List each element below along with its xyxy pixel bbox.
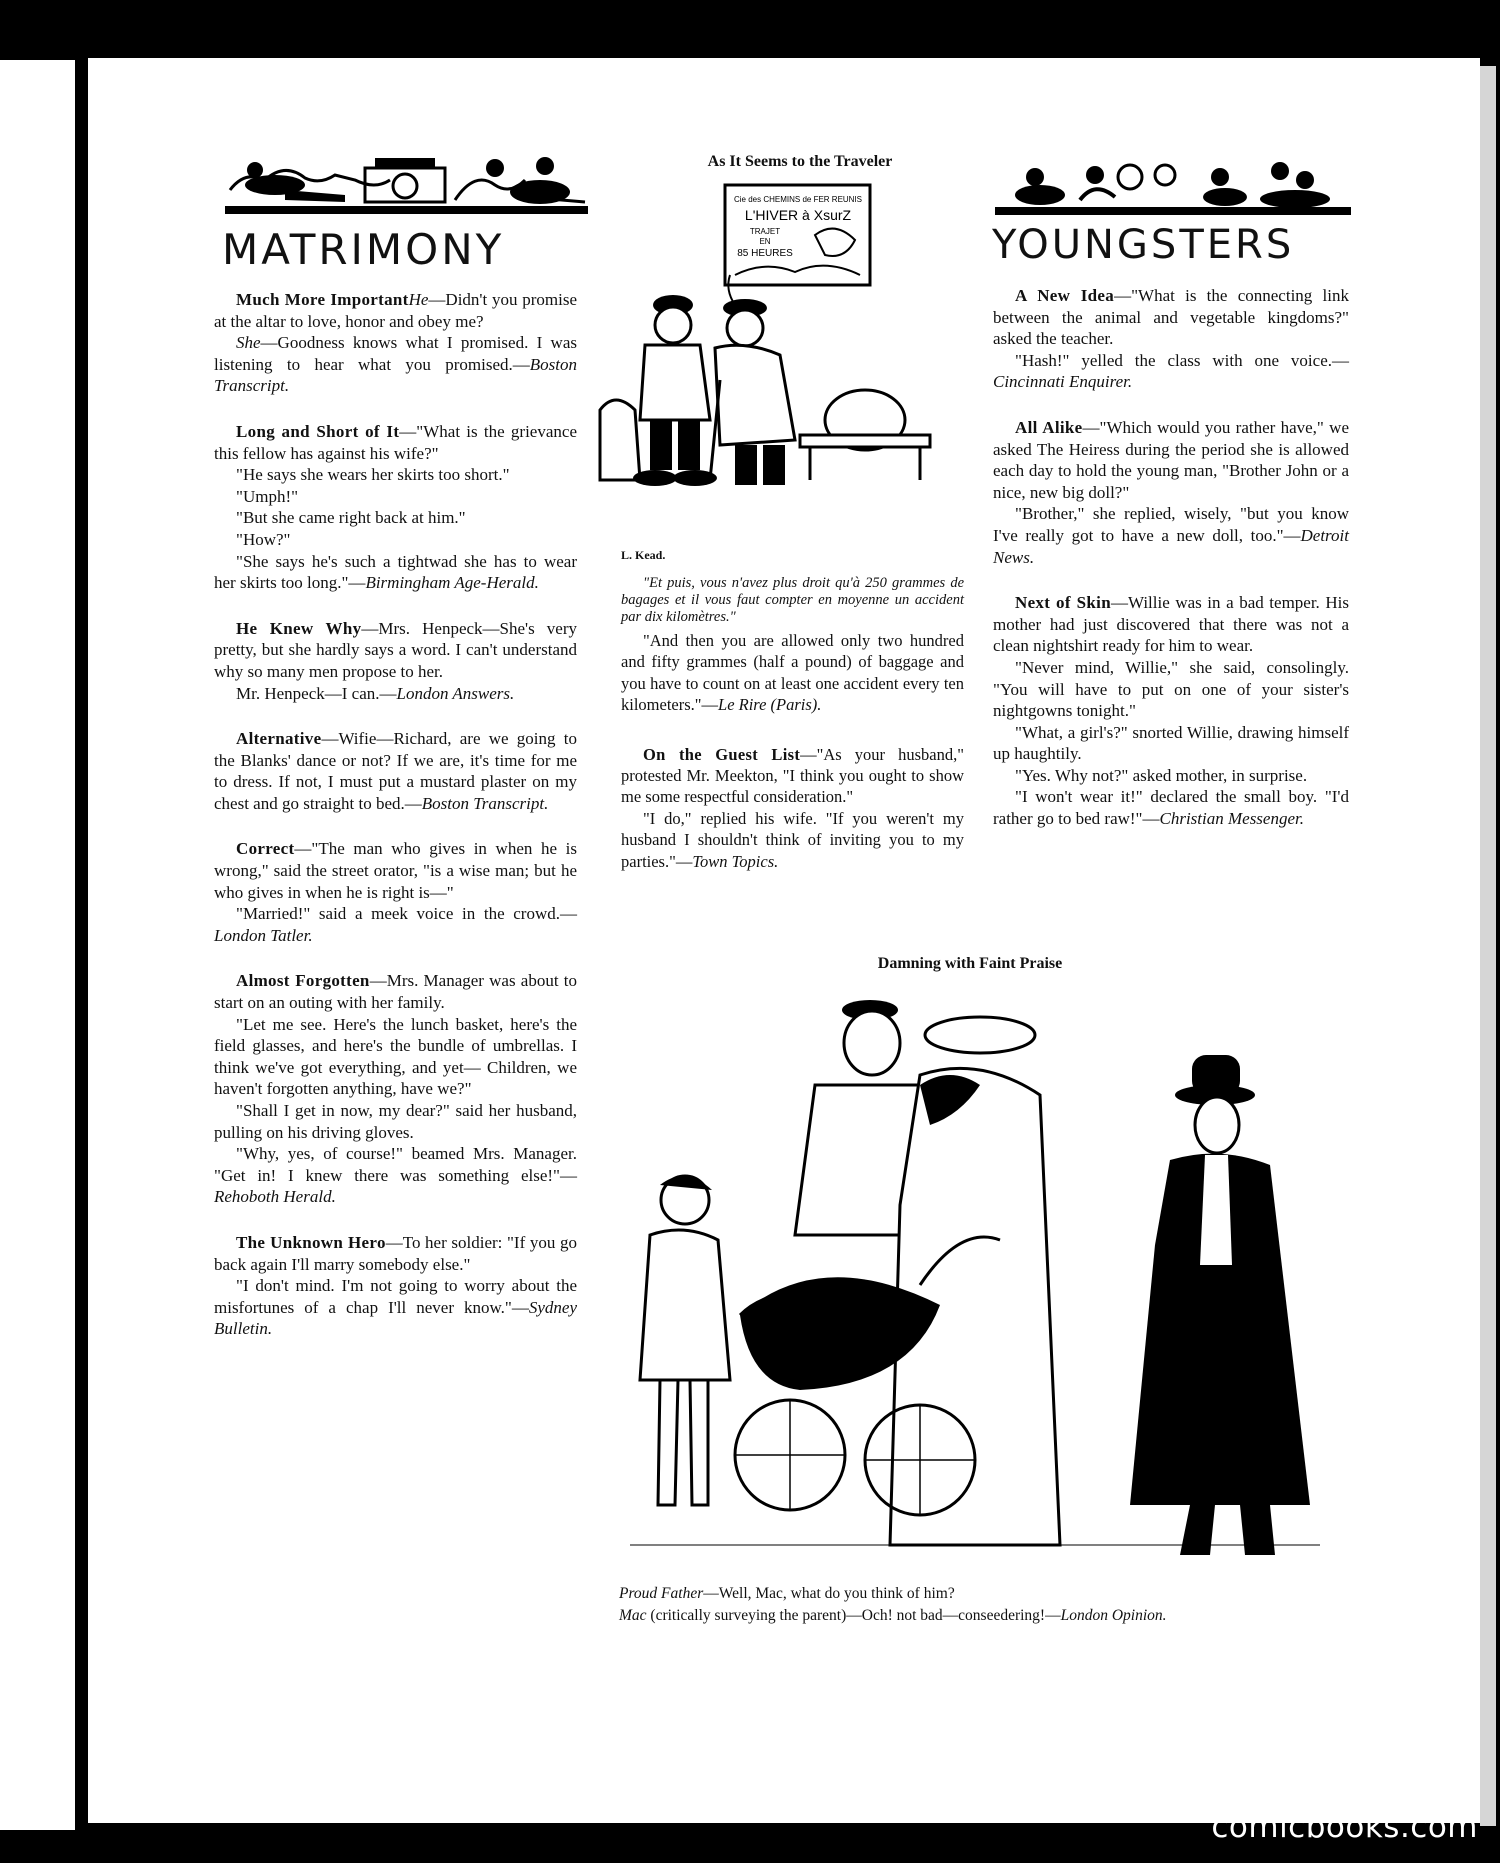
item-text: —Willie was in a bad temper. His mother had just discovered that there was not a clean nightshirt ready for him to wear. [993,593,1349,656]
item-heading: All Alike [1015,417,1083,437]
item-text: "How?" [236,529,291,549]
paragraph [214,1014,577,1100]
youngsters-header-illustration [995,155,1355,210]
item-text: "But she came right back at him." [236,508,466,528]
paragraph [621,744,964,808]
paragraph [214,421,577,464]
traveler-text [621,575,964,896]
sign-line-1: Cie des CHEMINS de FER REUNIS [733,195,863,204]
item-text: "He says she wears her skirts too short." [236,465,510,485]
dialogue-line-2 [619,1605,1339,1627]
sign-line-2: L'HIVER à XsurZ [744,207,852,223]
paragraph [214,464,577,486]
item-text: "Brother," she replied, wisely, "but you know I've really got to have a new doll, too."— [993,504,1349,545]
item-text: —Mrs. Henpeck—She's very pretty, but she hardly says a word. I can't understand why so many men propose to her. [214,618,577,681]
speaker-mac: Mac [619,1607,647,1624]
guest-list-body [621,744,964,872]
paragraph [993,592,1349,657]
matrimony-item [214,970,577,1208]
paragraph [214,970,577,1013]
matrimony-item [214,289,577,397]
matrimony-item [214,421,577,594]
item-source: London Answers. [396,683,515,703]
line-2-text: (critically surveying the parent)—Och! not bad—conseedering!— [646,1607,1061,1624]
youngsters-column [993,285,1349,854]
paragraph [214,289,577,332]
item-text: —"What is the connecting link between the animal and vegetable kingdoms?" asked the teacher. [993,286,1349,349]
item-text: He [408,290,429,309]
item-source: Rehoboth Herald. [214,1187,336,1207]
youngsters-title: YOUNGSTERS [992,222,1295,268]
item-heading: On the Guest List [643,744,801,764]
traveler-translation [621,630,964,716]
watermark: comicbooks.com [1211,1809,1478,1845]
item-text: "What, a girl's?" snorted Willie, drawing himself up haughtily. [993,722,1349,764]
item-source: Detroit News. [993,525,1349,567]
guest-list-item [621,744,964,872]
item-text: She [236,333,261,353]
damning-dialogue [619,1583,1339,1627]
paragraph [993,503,1349,568]
item-text: —"Which would you rather have," we asked The Heiress during the period she is allowed each day to hold the young man, "Brother John or a nice, new big doll?" [993,417,1349,502]
item-heading: Much More Important [236,290,409,309]
item-heading: Alternative [236,729,322,749]
item-heading: Correct [236,839,295,859]
paragraph [214,1100,577,1143]
item-source: Town Topics. [692,851,779,871]
item-heading: Almost Forgotten [236,971,370,991]
paragraph [993,765,1349,787]
traveler-cartoon [595,180,975,530]
paragraph [993,786,1349,829]
item-text: "I don't mind. I'm not going to worry about the misfortunes of a chap I'll never know."— [214,1276,577,1317]
matrimony-item [214,728,577,814]
item-source: Christian Messenger. [1159,809,1304,829]
speaker-proud-father: Proud Father [619,1585,704,1602]
damning-caption: Damning with Faint Praise [877,955,1063,972]
paragraph [214,728,577,814]
item-source: Cincinnati Enquirer. [993,372,1133,392]
item-source: Birmingham Age-Herald. [365,573,539,593]
line-2-source: London Opinion. [1060,1607,1167,1624]
item-text: —Mrs. Manager was about to start on an outing with her family. [214,971,577,1013]
paragraph [214,683,577,705]
binding-mark [75,152,83,158]
item-text: —Wifie—Richard, are we going to the Blanks' dance or not? If we are, it's time for me to dress. If not, I must put a mustard plaster on my chest and go straight to bed.— [214,729,577,813]
sign-line-3: TRAJET [749,227,781,236]
paragraph [993,350,1349,393]
youngsters-item [993,592,1349,830]
item-text: "Why, yes, of course!" beamed Mrs. Manager. "Get in! I knew there was something else!"— [214,1144,577,1185]
paragraph [214,903,577,946]
binding-mark [75,386,83,392]
item-heading: He Knew Why [236,618,362,638]
damning-cartoon [620,985,1330,1575]
paragraph [214,529,577,551]
line-1-text: —Well, Mac, what do you think of him? [703,1585,955,1602]
matrimony-header-illustration [225,150,590,210]
matrimony-item [214,1232,577,1340]
paragraph [214,1143,577,1208]
item-text: "Shall I get in now, my dear?" said her husband, pulling on his driving gloves. [214,1101,577,1142]
item-heading: A New Idea [1015,286,1115,305]
item-text: "Married!" said a meek voice in the crowd.— [236,904,577,924]
item-text: "Yes. Why not?" asked mother, in surprise. [1015,765,1308,785]
sign-line-5: 85 HEURES [737,248,793,259]
item-source: London Tatler. [214,925,313,945]
facing-page-edge [0,60,75,1830]
item-text: "She says he's such a tightwad she has to wear her skirts too long."— [214,551,577,593]
item-text: "I do," replied his wife. "If you weren't my husband I shouldn't think of inviting you to my parties."— [621,808,964,871]
binding-mark [75,620,83,626]
item-text: —"The man who gives in when he is wrong," said the street orator, "is a wise man; but he who gives in when he is right is—" [214,839,577,902]
paragraph [214,486,577,508]
matrimony-rule [225,206,588,214]
matrimony-item [214,838,577,946]
item-text: Boston Transcript. [214,354,577,396]
matrimony-item [214,618,577,704]
traveler-caption: As It Seems to the Traveler [707,153,893,170]
item-text: —"What is the grievance this fellow has against his wife?" [214,421,577,463]
paragraph [214,618,577,683]
item-heading: The Unknown Hero [236,1232,386,1252]
item-text: Mr. Henpeck—I can.— [236,683,397,703]
youngsters-rule [995,207,1351,215]
paragraph [214,1232,577,1275]
paragraph [993,657,1349,722]
youngsters-item [993,285,1349,393]
guest-item [621,744,964,872]
paragraph [214,507,577,529]
item-text: —To her soldier: "If you go back again I'll marry somebody else." [214,1232,577,1274]
item-source: Boston Transcript. [421,793,549,813]
item-text: "Umph!" [236,486,299,506]
matrimony-title: MATRIMONY [222,225,505,274]
paragraph [214,838,577,903]
item-text: —Goodness knows what I promised. I was listening to hear what you promised.— [214,333,577,374]
paragraph [993,722,1349,765]
item-source: Sydney Bulletin. [214,1297,577,1339]
item-text: —"As your husband," protested Mr. Meekton, "I think you ought to show me some respectful consideration." [621,744,964,807]
paragraph [214,332,577,397]
item-text: "I won't wear it!" declared the small boy. "I'd rather go to bed raw!"— [993,787,1349,829]
item-text: "Never mind, Willie," she said, consolingly. "You will have to put on one of your sister's nightgowns tonight." [993,657,1349,721]
matrimony-column [214,289,577,1364]
item-heading: Long and Short of It [236,421,400,441]
paragraph [214,551,577,594]
french-caption: "Et puis, vous n'avez plus droit qu'à 250 grammes de bagages et il vous faut compter en moyenne un accident par dix kilomètres." [621,575,964,625]
page-stack-edge [1480,66,1496,1826]
paragraph [993,417,1349,503]
translation-source: Le Rire (Paris). [718,695,822,715]
item-text: "Let me see. Here's the lunch basket, here's the field glasses, and here's the bundle of umbrellas. I think we've got everything, and yet— Children, we haven't forgotten anything, have we?" [214,1014,577,1099]
artist-signature: L. Kead. [621,548,666,562]
item-text: "Hash!" yelled the class with one voice.— [1015,350,1349,370]
youngsters-item [993,417,1349,568]
paragraph [214,1275,577,1340]
paragraph [621,808,964,872]
translation-text: "And then you are allowed only two hundred and fifty grammes (half a pound) of baggage and you have to count on at least one accident every ten kilometers."— [621,631,964,715]
dialogue-line-1 [619,1583,1339,1605]
paragraph [993,285,1349,350]
item-text: —Didn't you promise at the altar to love, honor and obey me? [214,290,577,331]
sign-line-4: EN [759,237,771,246]
item-heading: Next of Skin [1015,593,1111,613]
